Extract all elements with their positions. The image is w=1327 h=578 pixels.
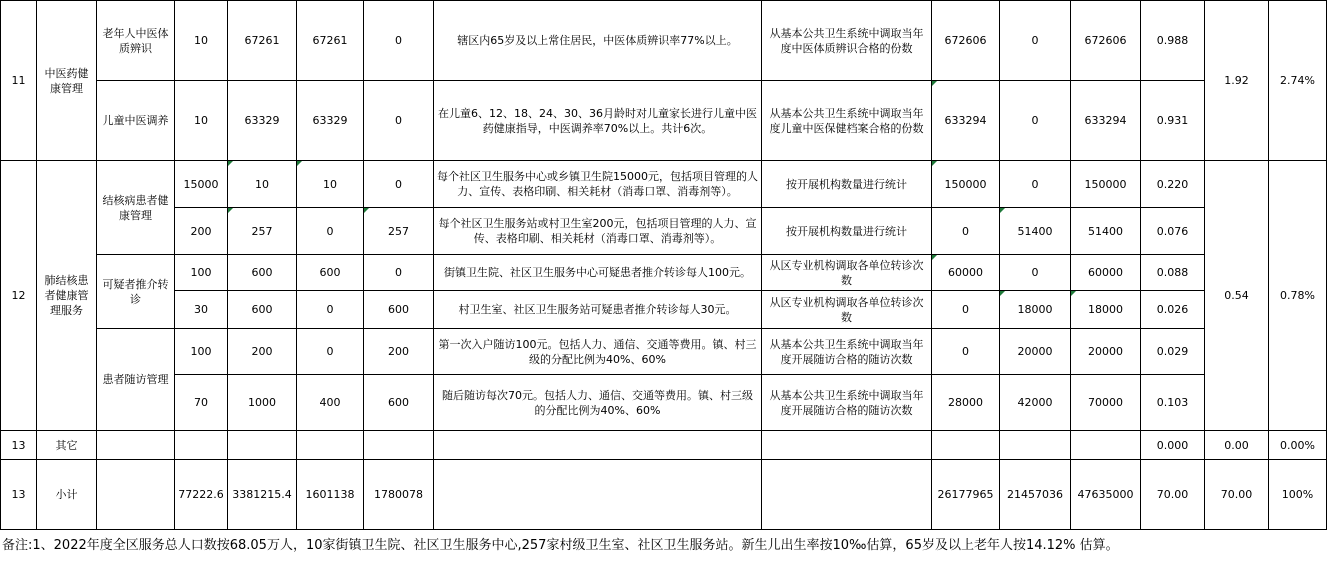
empty-cell bbox=[175, 431, 228, 460]
price-cell: 10 bbox=[175, 1, 228, 81]
table-row bbox=[1, 460, 1327, 530]
count-cell: 1780078 bbox=[364, 460, 434, 530]
price-cell: 30 bbox=[175, 291, 228, 329]
basis-cell: 从基本公共卫生系统中调取当年度中医体质辨识合格的份数 bbox=[762, 1, 932, 81]
table-row bbox=[1, 208, 1327, 255]
amount-cell: 150000 bbox=[1071, 161, 1141, 208]
count-cell: 0 bbox=[297, 291, 364, 329]
item-cell: 可疑者推介转诊 bbox=[97, 255, 175, 329]
category-cell: 其它 bbox=[37, 431, 97, 460]
total-cell: 70.00 bbox=[1205, 460, 1269, 530]
percent-cell: 0.78% bbox=[1269, 161, 1327, 431]
table-row bbox=[1, 375, 1327, 431]
category-cell: 肺结核患者健康管理服务 bbox=[37, 161, 97, 431]
ratio-cell: 0.220 bbox=[1141, 161, 1205, 208]
amount-cell: 21457036 bbox=[1000, 460, 1071, 530]
empty-cell bbox=[434, 460, 762, 530]
table-row bbox=[1, 81, 1327, 161]
amount-cell: 18000 bbox=[1071, 291, 1141, 329]
empty-cell bbox=[297, 431, 364, 460]
basis-cell: 按开展机构数量进行统计 bbox=[762, 161, 932, 208]
count-cell: 0 bbox=[364, 255, 434, 291]
amount-cell: 26177965 bbox=[932, 460, 1000, 530]
table-row bbox=[1, 329, 1327, 375]
ratio-cell: 0.088 bbox=[1141, 255, 1205, 291]
ratio-cell: 0.931 bbox=[1141, 81, 1205, 161]
price-cell: 70 bbox=[175, 375, 228, 431]
basis-cell: 从基本公共卫生系统中调取当年度儿童中医保健档案合格的份数 bbox=[762, 81, 932, 161]
amount-cell: 20000 bbox=[1000, 329, 1071, 375]
empty-cell bbox=[228, 431, 297, 460]
amount-cell: 0 bbox=[1000, 1, 1071, 81]
amount-cell: 18000 bbox=[1000, 291, 1071, 329]
count-cell: 257 bbox=[228, 208, 297, 255]
count-cell: 400 bbox=[297, 375, 364, 431]
description-cell: 在儿童6、12、18、24、30、36月龄时对儿童家长进行儿童中医药健康指导，中医调养率70%以上。共计6次。 bbox=[434, 81, 762, 161]
amount-cell: 0 bbox=[932, 329, 1000, 375]
amount-cell: 633294 bbox=[1071, 81, 1141, 161]
ratio-cell: 0.026 bbox=[1141, 291, 1205, 329]
count-cell: 600 bbox=[228, 255, 297, 291]
footnote: 备注:1、2022年度全区服务总人口数按68.05万人，10家街镇卫生院、社区卫生服务中心,257家村级卫生室、社区卫生服务站。新生儿出生率按10‰估算，65岁及以上老年人按14.12% 估算。 bbox=[2, 538, 1119, 553]
row-number: 13 bbox=[1, 431, 37, 460]
count-cell: 600 bbox=[297, 255, 364, 291]
empty-cell bbox=[364, 431, 434, 460]
basis-cell: 从基本公共卫生系统中调取当年度开展随访合格的随访次数 bbox=[762, 375, 932, 431]
amount-cell: 51400 bbox=[1071, 208, 1141, 255]
ratio-cell: 0.000 bbox=[1141, 431, 1205, 460]
count-cell: 0 bbox=[297, 329, 364, 375]
table-row bbox=[1, 255, 1327, 291]
amount-cell: 633294 bbox=[932, 81, 1000, 161]
row-number: 11 bbox=[1, 1, 37, 161]
description-cell: 村卫生室、社区卫生服务站可疑患者推介转诊每人30元。 bbox=[434, 291, 762, 329]
amount-cell: 60000 bbox=[932, 255, 1000, 291]
count-cell: 0 bbox=[364, 81, 434, 161]
item-cell: 老年人中医体质辨识 bbox=[97, 1, 175, 81]
table-row bbox=[1, 1, 1327, 81]
amount-cell: 70000 bbox=[1071, 375, 1141, 431]
empty-cell bbox=[434, 431, 762, 460]
count-cell: 600 bbox=[228, 291, 297, 329]
amount-cell: 47635000 bbox=[1071, 460, 1141, 530]
category-cell: 小计 bbox=[37, 460, 97, 530]
ratio-cell: 70.00 bbox=[1141, 460, 1205, 530]
price-cell: 77222.6 bbox=[175, 460, 228, 530]
basis-cell: 从区专业机构调取各单位转诊次数 bbox=[762, 291, 932, 329]
table-row bbox=[1, 161, 1327, 208]
amount-cell: 60000 bbox=[1071, 255, 1141, 291]
count-cell: 0 bbox=[364, 161, 434, 208]
ratio-cell: 0.988 bbox=[1141, 1, 1205, 81]
price-cell: 200 bbox=[175, 208, 228, 255]
total-cell: 1.92 bbox=[1205, 1, 1269, 161]
empty-cell bbox=[762, 431, 932, 460]
percent-cell: 0.00% bbox=[1269, 431, 1327, 460]
item-cell: 患者随访管理 bbox=[97, 329, 175, 431]
row-number: 12 bbox=[1, 161, 37, 431]
percent-cell: 100% bbox=[1269, 460, 1327, 530]
basis-cell: 按开展机构数量进行统计 bbox=[762, 208, 932, 255]
percent-cell: 2.74% bbox=[1269, 1, 1327, 161]
amount-cell: 0 bbox=[1000, 161, 1071, 208]
price-cell: 100 bbox=[175, 329, 228, 375]
basis-cell: 从区专业机构调取各单位转诊次数 bbox=[762, 255, 932, 291]
empty-cell bbox=[1000, 431, 1071, 460]
description-cell: 街镇卫生院、社区卫生服务中心可疑患者推介转诊每人100元。 bbox=[434, 255, 762, 291]
empty-cell bbox=[1071, 431, 1141, 460]
total-cell: 0.54 bbox=[1205, 161, 1269, 431]
amount-cell: 0 bbox=[932, 291, 1000, 329]
amount-cell: 0 bbox=[1000, 255, 1071, 291]
count-cell: 600 bbox=[364, 291, 434, 329]
category-cell: 中医药健康管理 bbox=[37, 1, 97, 161]
count-cell: 200 bbox=[364, 329, 434, 375]
description-cell: 辖区内65岁及以上常住居民，中医体质辨识率77%以上。 bbox=[434, 1, 762, 81]
ratio-cell: 0.029 bbox=[1141, 329, 1205, 375]
item-cell: 儿童中医调养 bbox=[97, 81, 175, 161]
count-cell: 1601138 bbox=[297, 460, 364, 530]
amount-cell: 672606 bbox=[1071, 1, 1141, 81]
empty-cell bbox=[932, 431, 1000, 460]
amount-cell: 0 bbox=[1000, 81, 1071, 161]
amount-cell: 672606 bbox=[932, 1, 1000, 81]
count-cell: 10 bbox=[228, 161, 297, 208]
count-cell: 600 bbox=[364, 375, 434, 431]
count-cell: 63329 bbox=[228, 81, 297, 161]
item-cell: 结核病患者健康管理 bbox=[97, 161, 175, 255]
basis-cell: 从基本公共卫生系统中调取当年度开展随访合格的随访次数 bbox=[762, 329, 932, 375]
count-cell: 63329 bbox=[297, 81, 364, 161]
amount-cell: 28000 bbox=[932, 375, 1000, 431]
count-cell: 0 bbox=[297, 208, 364, 255]
count-cell: 200 bbox=[228, 329, 297, 375]
ratio-cell: 0.103 bbox=[1141, 375, 1205, 431]
count-cell: 1000 bbox=[228, 375, 297, 431]
table-row bbox=[1, 431, 1327, 460]
description-cell: 随后随访每次70元。包括人力、通信、交通等费用。镇、村三级的分配比例为40%、60% bbox=[434, 375, 762, 431]
total-cell: 0.00 bbox=[1205, 431, 1269, 460]
empty-cell bbox=[97, 431, 175, 460]
amount-cell: 51400 bbox=[1000, 208, 1071, 255]
count-cell: 67261 bbox=[297, 1, 364, 81]
amount-cell: 150000 bbox=[932, 161, 1000, 208]
ratio-cell: 0.076 bbox=[1141, 208, 1205, 255]
empty-cell bbox=[97, 460, 175, 530]
description-cell: 每个社区卫生服务中心或乡镇卫生院15000元，包括项目管理的人力、宣传、表格印刷、相关耗材（消毒口罩、消毒剂等）。 bbox=[434, 161, 762, 208]
price-cell: 15000 bbox=[175, 161, 228, 208]
price-cell: 100 bbox=[175, 255, 228, 291]
description-cell: 每个社区卫生服务站或村卫生室200元，包括项目管理的人力、宣传、表格印刷、相关耗材（消毒口罩、消毒剂等）。 bbox=[434, 208, 762, 255]
count-cell: 0 bbox=[364, 1, 434, 81]
description-cell: 第一次入户随访100元。包括人力、通信、交通等费用。镇、村三级的分配比例为40%、60% bbox=[434, 329, 762, 375]
price-cell: 10 bbox=[175, 81, 228, 161]
count-cell: 67261 bbox=[228, 1, 297, 81]
table-row bbox=[1, 291, 1327, 329]
count-cell: 3381215.4 bbox=[228, 460, 297, 530]
row-number: 13 bbox=[1, 460, 37, 530]
count-cell: 257 bbox=[364, 208, 434, 255]
amount-cell: 20000 bbox=[1071, 329, 1141, 375]
count-cell: 10 bbox=[297, 161, 364, 208]
amount-cell: 0 bbox=[932, 208, 1000, 255]
empty-cell bbox=[762, 460, 932, 530]
amount-cell: 42000 bbox=[1000, 375, 1071, 431]
